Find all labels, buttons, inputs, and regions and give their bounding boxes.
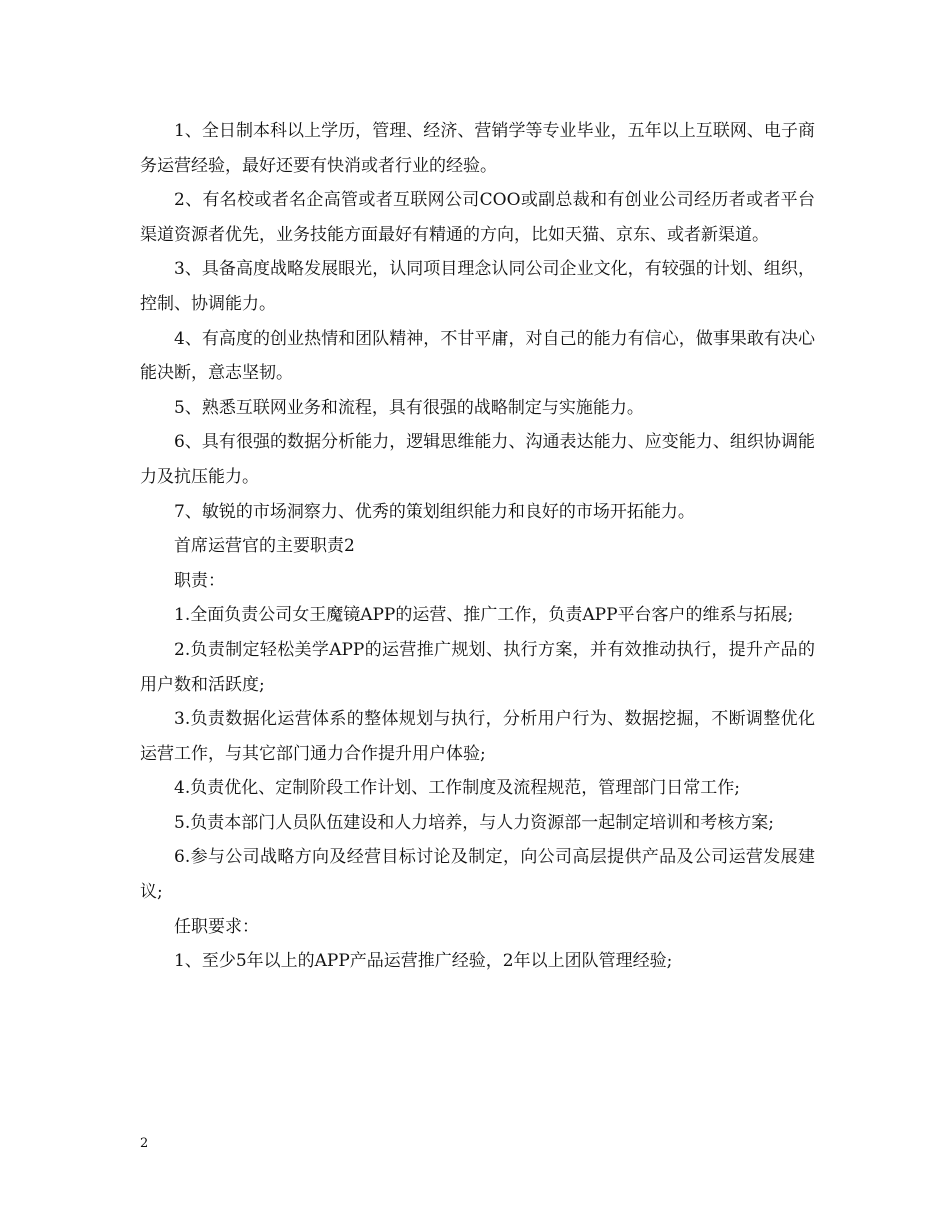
paragraph-requirement-7: 7、敏锐的市场洞察力、优秀的策划组织能力和良好的市场开拓能力。 xyxy=(174,501,695,522)
duties-heading: 职责： xyxy=(174,570,225,591)
paragraph-duty-4: 4.负责优化、定制阶段工作计划、工作制度及流程规范，管理部门日常工作; xyxy=(174,778,740,799)
paragraph-qualification-1: 1、至少5年以上的APP产品运营推广经验，2年以上团队管理经验; xyxy=(174,951,673,972)
paragraph-requirement-2: 2、有名校或者名企高管或者互联网公司COO或副总裁和有创业公司经历者或者平台渠道资源者优先，业务技能方面最好有精通的方向，比如天猫、京东、或者新渠道。 xyxy=(140,190,815,245)
paragraph-duty-5: 5.负责本部门人员队伍建设和人力培养，与人力资源部一起制定培训和考核方案; xyxy=(174,812,774,833)
paragraph-duty-2: 2.负责制定轻松美学APP的运营推广规划、执行方案，并有效推动执行，提升产品的用户数和活跃度; xyxy=(140,639,815,695)
document-body xyxy=(140,114,815,979)
paragraph-duty-3: 3.负责数据化运营体系的整体规划与执行，分析用户行为、数据挖掘，不断调整优化运营工作，与其它部门通力合作提升用户体验; xyxy=(140,709,815,764)
paragraph-duty-1: 1.全面负责公司女王魔镜APP的运营、推广工作，负责APP平台客户的维系与拓展; xyxy=(174,605,794,626)
paragraph-requirement-4: 4、有高度的创业热情和团队精神，不甘平庸，对自己的能力有信心，做事果敢有决心能决断，意志坚韧。 xyxy=(140,328,815,384)
paragraph-requirement-3: 3、具备高度战略发展眼光，认同项目理念认同公司企业文化，有较强的计划、组织，控制、协调能力。 xyxy=(140,259,815,314)
section-heading: 首席运营官的主要职责2 xyxy=(174,536,355,557)
page-number: 2 xyxy=(140,1136,149,1151)
paragraph-requirement-1: 1、全日制本科以上学历，管理、经济、营销学等专业毕业，五年以上互联网、电子商务运营经验，最好还要有快消或者行业的经验。 xyxy=(140,121,815,176)
paragraph-duty-6: 6.参与公司战略方向及经营目标讨论及制定，向公司高层提供产品及公司运营发展建议; xyxy=(140,847,815,903)
paragraph-requirement-5: 5、熟悉互联网业务和流程，具有很强的战略制定与实施能力。 xyxy=(174,397,644,418)
qualifications-heading: 任职要求： xyxy=(174,916,259,937)
paragraph-requirement-6: 6、具有很强的数据分析能力，逻辑思维能力、沟通表达能力、应变能力、组织协调能力及抗压能力。 xyxy=(140,432,815,487)
